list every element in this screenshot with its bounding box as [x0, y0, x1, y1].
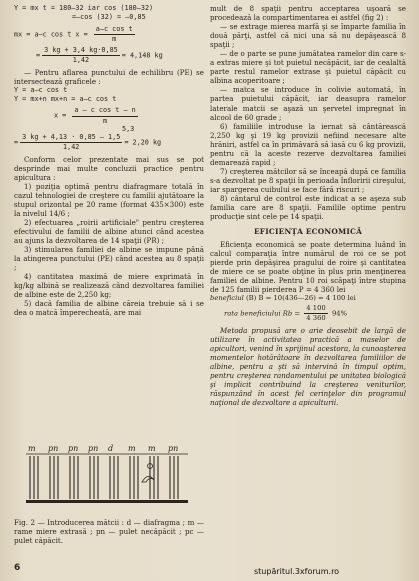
frame-label: pn — [48, 444, 59, 453]
equation-2: mx = a—c cos t x = $\frac{\text{a—c cos t}}{m}$ — [14, 25, 133, 44]
left-column — [14, 4, 204, 318]
queen-cage-icon — [142, 476, 154, 482]
figure-caption: Fig. 2 — Introducerea mătcii : d — diafragma ; m — rame miere extrasă ; pn — pulet necăpăcit ; pc — pulet căpăcit. — [14, 518, 204, 545]
list-item-4: 4) cantitatea maximă de miere exprimată în kg/kg albină se realizează când dezvoltarea familiei de albine este de 2,250 kg; — [14, 272, 204, 300]
benefit-line: beneficiul (B) B = 10(436—26) = 4 100 lei — [210, 294, 356, 303]
frame-label: d — [108, 444, 114, 453]
equation-7-top: 5,3 — [122, 124, 135, 133]
frame-label: m — [28, 444, 36, 453]
frame-label: pn — [168, 444, 179, 453]
paragraph-r3: — de o parte se pune jumătatea ramelor din care s-a extras miere şi tot puietul necăpăcit, iar de cealaltă parte restul ramelor extrase şi puietul căpăcit cu albina acoperitoare ; — [210, 49, 406, 86]
list-item-2: 2) efectuarea „roirii artificiale" pentru creşterea efectivului de familii de albine atunci când acestea au ajuns la dezvoltarea de 14 spaţii (PR) ; — [14, 217, 204, 246]
paragraph-r4: — matca se introduce în colivie automată, în partea puietului căpăcit, iar deasupra ramelor laterale matcii se aşază un şervetel impregnat în alcool de 60 grade ; — [210, 85, 406, 122]
equation-3: = $\frac{3 kg + 3,4 kg\cdot 0,85}{1,42}$ = 4,148 kg — [36, 46, 163, 65]
frame-label: m — [148, 444, 156, 453]
equation-1a: Y = mx t = 180—32 iar cos (180—32) — [14, 4, 154, 12]
paragraph-r7: 8) cântarul de control este indicat a se aşeza sub familia care are 8 spaţii. Familile optime pentru producţie sint cele pe 14 spaţii. — [210, 193, 406, 222]
list-item-3: 3) stimularea familiei de albine se impune până la atingerea punctului (PE) când acestea au 8 spaţii ; — [14, 245, 204, 273]
list-item-1: 1) poziţia optimă pentru diafragmare totală în cazul tehnologiei de creştere cu familii ajutătoare la stupul orizontal pe 20 rame (format 435×300) este la nivelul 14/6 ; — [14, 181, 204, 218]
equation-4: Y = a—c cos t — [14, 86, 68, 95]
figure-hive-diagram — [22, 442, 194, 510]
paragraph-equilibrium: — Pentru aflarea punctului de echilibru (PE) se intersectează graficele : — [14, 68, 204, 87]
paragraph-r2: — se extrage mierea marfă şi se împarte familia în două părţi, astfel că nici una să nu depăşească 8 spaţii ; — [210, 22, 406, 50]
equation-6: x = $\frac{\text{a — c cos t — n}}{m}$ — [54, 106, 136, 125]
frame-label: pn — [68, 444, 79, 453]
watermark-text: stupăritul.3xforum.ro — [254, 567, 340, 576]
list-item-5: 5) dacă familia de albine căreia trebuie să i se dea o matcă împerecheată, are mai — [14, 299, 204, 318]
hive-floor — [26, 500, 188, 503]
benefit-rate: rata beneficiului Rb = $\frac{4 100}{4 360}$ 94% — [224, 303, 348, 322]
page-number: 6 — [14, 563, 21, 573]
frame-label: pn — [88, 444, 99, 453]
paragraph-efficiency: Eficienţa economică se poate determina luând în calcul comparaţia între numărul de roi ce se pot pierde prin depăşirea pragului de roire şi cantitatea de miere ce se poate obţine în plus prin menţinerea familiei de albine. Pentru 10 roi scăpaţi între stupina de 125 familii pierderea P = 4 360 lei — [210, 240, 406, 295]
right-column — [210, 4, 406, 407]
paragraph-r1: mult de 8 spaţii pentru acceptarea uşoară se procedează la compartimentarea ei astfel (fig 2) : — [210, 4, 406, 23]
paragraph-r5: 6) familiile introduse la iernat să cântărească 2,250 kg şi 19 kg provizii nefiind necesare alte hrăniri, astfel ca în primăvară să iasă cu 6 kg provizii, pentru că la aceste rezerve dezvoltarea familiei demarează rapid ; — [210, 121, 406, 167]
equation-1b: =—cos (32) = —0,85 — [72, 13, 146, 22]
paragraph-r6: 7) creşterea mătcilor să se înceapă după ce familia s-a dezvoltat pe 8 spaţii în perioada înfloririi cireşului, iar spargerea cuibului se face fără riscuri ; — [210, 166, 406, 194]
equation-7: = $\frac{3 kg + 4,13 \cdot 0,85 — 1,5}{1,42}$ = 2,20 kg — [14, 132, 162, 151]
section-heading: EFICIENŢA ECONOMICĂ — [253, 227, 363, 237]
hive-frames-diagram — [22, 442, 194, 510]
equation-5: Y = mx+n mx+n = a—c cos t — [14, 95, 117, 104]
paragraph-conclusions: Conform celor prezentate mai sus se pot desprinde mai multe concluzii practice pentru apicultura : — [14, 154, 204, 182]
paragraph-conclusion: Metoda propusă are o arie deosebit de largă de utilizare în activitatea practică a maselor de apicultori, venind în sprijinul acestora, la cunoaşterea momentelor hotărâtoare în dezvoltarea familiilor de albine, pentru a şti să intervină în timpul optim, pentru creşterea randamentului pe unitatea biologică şi implicit contribuind la creşterea veniturilor, răspunzând în acest fel cerinţelor din programul naţional de dezvoltare a apiculturii. — [210, 325, 406, 407]
frame-label: m — [128, 444, 136, 453]
